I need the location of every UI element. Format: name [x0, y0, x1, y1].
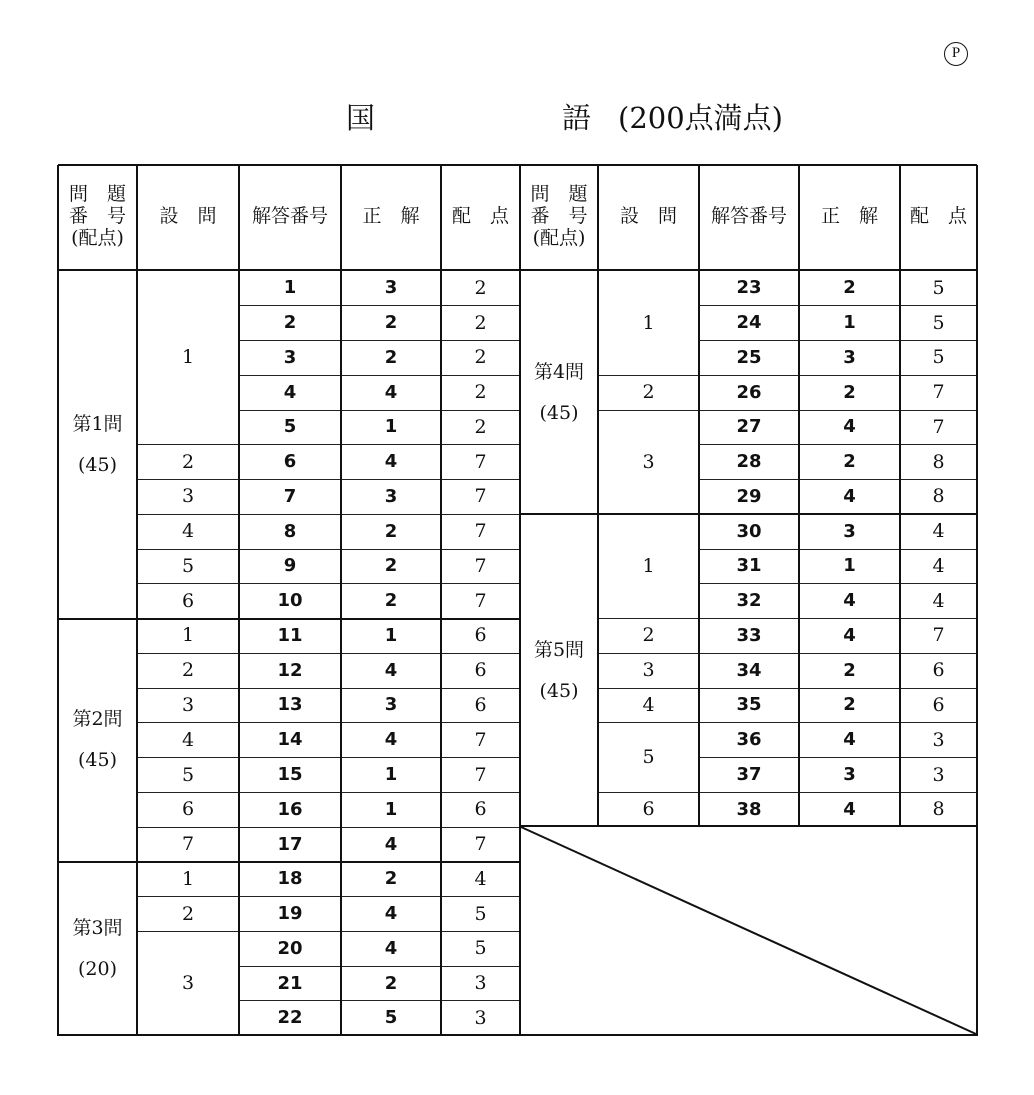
correct-answer: 2: [384, 972, 398, 994]
points-value: 2: [474, 346, 487, 369]
header-question-no-line-1: 問 題: [68, 183, 126, 206]
answer-number: 7: [283, 485, 297, 507]
title-subject-char-1: 国: [346, 101, 376, 135]
sub-question: 1: [181, 346, 195, 369]
answer-number: 2: [283, 312, 297, 334]
column-divider: [798, 165, 800, 827]
answer-number: 29: [736, 485, 762, 507]
question-number: 第3問: [72, 916, 123, 939]
header-correct-left: 正 解: [362, 205, 420, 228]
question-label: [520, 514, 598, 827]
correct-answer: 2: [843, 381, 856, 403]
points-value: 8: [932, 450, 945, 473]
points-value: 8: [932, 485, 945, 508]
sub-question: 5: [181, 554, 195, 577]
question-points: (45): [77, 749, 117, 772]
correct-answer: 4: [384, 903, 398, 925]
sub-question: 3: [642, 659, 655, 682]
points-value: 4: [932, 554, 945, 577]
header-question-no-line-2: 番 号: [530, 205, 588, 228]
answer-number: 27: [736, 416, 762, 438]
header-question-no-left: [58, 165, 137, 269]
correct-answer: 4: [384, 937, 398, 959]
sub-question: 7: [181, 833, 195, 856]
question-label: [58, 862, 137, 1036]
sub-question: 5: [181, 763, 195, 786]
correct-answer: 2: [384, 520, 398, 542]
sub-question: 6: [181, 589, 195, 612]
correct-answer: 3: [843, 520, 856, 542]
row-divider: [58, 269, 977, 272]
answer-number: 23: [736, 277, 762, 299]
answer-number: 30: [736, 520, 762, 542]
points-value: 6: [932, 659, 945, 682]
answer-number: 34: [736, 659, 762, 681]
points-value: 8: [932, 798, 945, 821]
question-points: (20): [77, 957, 117, 980]
points-value: 2: [474, 415, 487, 438]
header-question-no-line-3: (配点): [532, 226, 586, 249]
answer-number: 18: [277, 868, 303, 890]
points-value: 7: [932, 381, 945, 404]
points-value: 3: [932, 763, 945, 786]
points-value: 7: [474, 833, 487, 856]
points-value: 6: [932, 693, 945, 716]
points-value: 5: [932, 346, 945, 369]
header-points-left: 配 点: [451, 205, 509, 228]
points-value: 6: [474, 798, 487, 821]
points-value: 7: [474, 589, 487, 612]
sub-question: 2: [181, 902, 195, 925]
answer-number: 37: [736, 764, 762, 785]
answer-number: 15: [277, 764, 303, 785]
question-number: 第1問: [72, 412, 123, 435]
answer-number: 21: [277, 972, 303, 994]
points-value: 5: [474, 902, 487, 925]
sub-question: 3: [181, 693, 195, 716]
sub-question: 2: [642, 381, 655, 404]
correct-answer: 3: [384, 694, 398, 716]
points-value: 3: [932, 728, 945, 751]
answer-number: 22: [277, 1007, 303, 1029]
sub-question: 5: [642, 746, 655, 769]
sub-question: 4: [181, 520, 195, 543]
correct-answer: 2: [843, 659, 856, 681]
correct-answer: 4: [384, 729, 398, 751]
points-value: 5: [474, 937, 487, 960]
column-divider: [899, 165, 901, 827]
correct-answer: 2: [843, 451, 856, 473]
column-divider: [57, 165, 60, 1036]
sub-question: 3: [642, 450, 655, 473]
header-sub-question-right: 設 問: [619, 205, 677, 228]
sub-question: 4: [181, 728, 195, 751]
question-number: 第5問: [533, 638, 585, 661]
points-value: 2: [474, 381, 487, 404]
answer-number: 35: [736, 694, 762, 716]
correct-answer: 2: [384, 346, 398, 368]
correct-answer: 1: [384, 416, 398, 438]
sub-question: 2: [181, 659, 195, 682]
column-divider: [519, 165, 522, 1036]
row-divider: [520, 1034, 977, 1037]
answer-number: 10: [277, 590, 303, 612]
header-sub-question-left: 設 問: [159, 205, 217, 228]
answer-number: 38: [736, 798, 762, 820]
correct-answer: 1: [384, 798, 398, 820]
answer-number: 4: [283, 381, 297, 403]
answer-number: 5: [283, 416, 297, 438]
answer-number: 33: [736, 624, 762, 646]
answer-number: 12: [277, 659, 303, 681]
correct-answer: 1: [843, 312, 856, 334]
answer-number: 6: [283, 451, 297, 473]
answer-number: 16: [277, 798, 303, 820]
points-value: 3: [474, 972, 487, 995]
answer-number: 26: [736, 381, 762, 403]
points-value: 7: [474, 520, 487, 543]
question-points: (45): [77, 453, 117, 476]
answer-number: 13: [277, 694, 303, 716]
correct-answer: 4: [843, 590, 856, 612]
answer-number: 28: [736, 451, 762, 473]
header-question-no-line-1: 問 題: [530, 183, 588, 206]
answer-number: 11: [277, 624, 303, 646]
p-mark: P: [944, 42, 968, 66]
header-answer-no-left: 解答番号: [251, 205, 328, 228]
correct-answer: 2: [384, 868, 398, 890]
sub-question: 3: [181, 972, 195, 995]
sub-question: 1: [642, 311, 655, 334]
correct-answer: 4: [384, 659, 398, 681]
points-value: 6: [474, 624, 487, 647]
answer-number: 25: [736, 346, 762, 368]
header-correct-right: 正 解: [820, 205, 878, 228]
correct-answer: 1: [384, 624, 398, 646]
correct-answer: 1: [843, 555, 856, 577]
sub-question: 2: [642, 624, 655, 647]
correct-answer: 2: [384, 555, 398, 577]
sub-question: 1: [642, 554, 655, 577]
answer-number: 17: [277, 833, 303, 855]
answer-number: 31: [736, 555, 762, 577]
points-value: 6: [474, 659, 487, 682]
answer-number: 19: [277, 903, 303, 925]
points-value: 4: [932, 520, 945, 543]
column-divider: [597, 165, 599, 827]
points-value: 4: [474, 867, 487, 890]
column-divider: [976, 165, 979, 1036]
answer-number: 20: [277, 937, 303, 959]
correct-answer: 4: [384, 451, 398, 473]
header-question-no-right: [520, 165, 598, 269]
question-label: [58, 271, 137, 619]
title-subject-char-2: 語: [562, 101, 592, 135]
answer-number: 24: [736, 312, 762, 334]
question-points: (45): [539, 401, 579, 424]
sub-question: 4: [642, 693, 655, 716]
question-label: [58, 619, 137, 862]
correct-answer: 4: [384, 833, 398, 855]
points-value: 7: [474, 763, 487, 786]
correct-answer: 4: [843, 729, 856, 751]
sub-question: 3: [181, 485, 195, 508]
answer-number: 8: [283, 520, 297, 542]
points-value: 2: [474, 276, 487, 299]
header-answer-no-right: 解答番号: [710, 205, 787, 228]
answer-number: 36: [736, 729, 762, 751]
sub-question: 2: [181, 450, 195, 473]
question-number: 第2問: [72, 708, 123, 731]
points-value: 7: [932, 624, 945, 647]
points-value: 6: [474, 693, 487, 716]
correct-answer: 2: [384, 312, 398, 334]
correct-answer: 2: [384, 590, 398, 612]
correct-answer: 5: [384, 1007, 398, 1029]
points-value: 7: [932, 415, 945, 438]
correct-answer: 4: [843, 416, 856, 438]
correct-answer: 4: [843, 624, 856, 646]
correct-answer: 2: [843, 694, 856, 716]
points-value: 7: [474, 728, 487, 751]
answer-number: 14: [277, 729, 303, 751]
question-points: (45): [539, 679, 579, 702]
correct-answer: 4: [843, 485, 856, 507]
empty-cell-diagonal: [520, 826, 978, 1036]
correct-answer: 2: [843, 277, 856, 299]
correct-answer: 4: [843, 798, 856, 820]
column-divider: [698, 165, 700, 827]
question-number: 第4問: [533, 360, 585, 383]
correct-answer: 4: [384, 381, 398, 403]
answer-number: 1: [283, 277, 297, 299]
column-divider: [136, 165, 138, 1036]
answer-number: 9: [283, 555, 297, 577]
row-divider: [58, 1034, 520, 1037]
correct-answer: 3: [384, 277, 398, 299]
correct-answer: 3: [843, 764, 856, 785]
column-divider: [238, 165, 240, 1036]
sub-question: 1: [181, 867, 195, 890]
column-divider: [340, 165, 342, 1036]
points-value: 7: [474, 554, 487, 577]
points-value: 2: [474, 311, 487, 334]
question-label: [520, 271, 598, 514]
points-value: 5: [932, 311, 945, 334]
points-value: 4: [932, 589, 945, 612]
points-value: 7: [474, 485, 487, 508]
answer-number: 32: [736, 590, 762, 612]
points-value: 3: [474, 1006, 487, 1029]
row-divider: [520, 825, 977, 828]
sub-question: 1: [181, 624, 195, 647]
title-total-points: (200点満点): [618, 101, 783, 135]
correct-answer: 3: [384, 485, 398, 507]
correct-answer: 1: [384, 764, 398, 785]
row-divider: [58, 164, 977, 167]
points-value: 7: [474, 450, 487, 473]
header-question-no-line-3: (配点): [71, 226, 124, 249]
header-points-right: 配 点: [909, 205, 967, 228]
sub-question: 6: [642, 798, 655, 821]
header-question-no-line-2: 番 号: [68, 205, 126, 228]
answer-number: 3: [283, 346, 297, 368]
points-value: 5: [932, 276, 945, 299]
column-divider: [440, 165, 442, 1036]
sub-question: 6: [181, 798, 195, 821]
correct-answer: 3: [843, 346, 856, 368]
